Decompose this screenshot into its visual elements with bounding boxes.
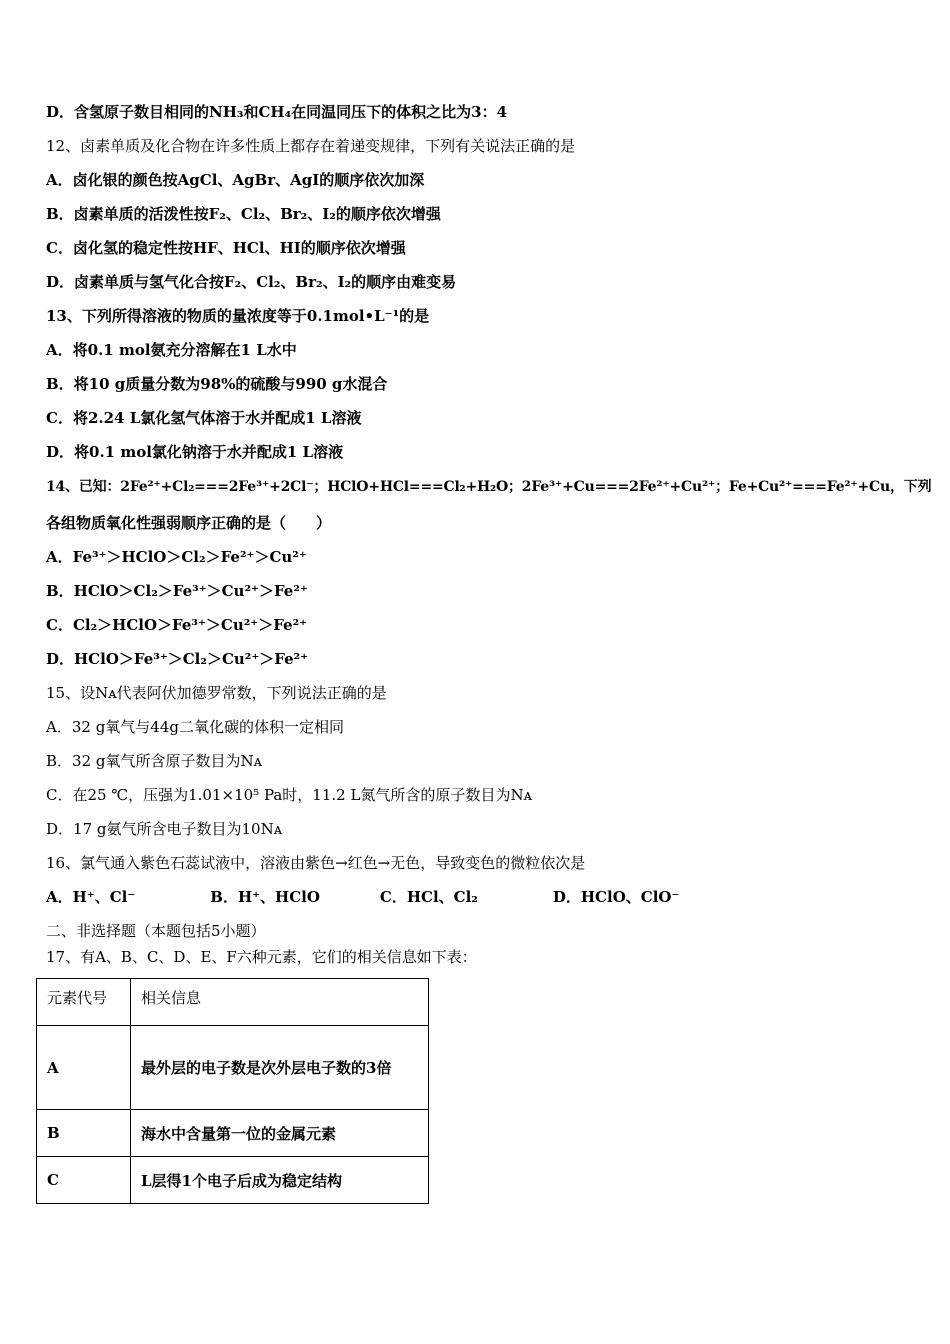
table-cell-info-text: 最外层的电子数是次外层电子数的3倍 <box>141 1058 392 1077</box>
q13-option-d: D．将0.1 mol氯化钠溶于水并配成1 L溶液 <box>46 443 344 461</box>
table-row <box>37 1157 429 1204</box>
section-2-heading: 二、非选择题（本题包括5小题） <box>46 922 266 940</box>
q14-option-d: D．HClO＞Fe³⁺＞Cl₂＞Cu²⁺＞Fe²⁺ <box>46 650 309 668</box>
q14-stem: 14、已知：2Fe²⁺+Cl₂===2Fe³⁺+2Cl⁻；HClO+HCl===Cl₂+H₂O；2Fe³⁺+Cu===2Fe²⁺+Cu²⁺；Fe+Cu²⁺===Fe²⁺+Cu，下列 <box>46 479 932 495</box>
table-cell-info: L层得1个电子后成为稳定结构 <box>131 1157 429 1204</box>
table-header-info: 相关信息 <box>131 979 429 1026</box>
q16-stem: 16、氯气通入紫色石蕊试液中，溶液由紫色→红色→无色，导致变色的微粒依次是 <box>46 854 586 872</box>
q13-option-b: B．将10 g质量分数为98%的硫酸与990 g水混合 <box>46 375 388 393</box>
q15-option-c: C．在25 ℃，压强为1.01×10⁵ Pa时，11.2 L氮气所含的原子数目为Nᴀ <box>46 786 533 804</box>
table-cell-info: 海水中含量第一位的金属元素 <box>131 1110 429 1157</box>
q14-option-a: A．Fe³⁺＞HClO＞Cl₂＞Fe²⁺＞Cu²⁺ <box>46 548 307 566</box>
table-row <box>37 1110 429 1157</box>
q14-option-c: C．Cl₂＞HClO＞Fe³⁺＞Cu²⁺＞Fe²⁺ <box>46 616 308 634</box>
table-header-code: 元素代号 <box>37 979 131 1026</box>
table-cell-code: B <box>37 1110 131 1157</box>
table-header-row <box>37 979 429 1026</box>
q14-stem-continued: 各组物质氧化性强弱顺序正确的是（ ） <box>46 514 332 532</box>
table-cell-code: C <box>37 1157 131 1204</box>
q15-option-d: D．17 g氨气所含电子数目为10Nᴀ <box>46 820 283 838</box>
q12-option-c: C．卤化氢的稳定性按HF、HCl、HI的顺序依次增强 <box>46 239 406 257</box>
table-cell-code: A <box>37 1026 131 1110</box>
q16-options: A．H⁺、Cl⁻ B．H⁺、HClO C．HCl、Cl₂ D．HClO、ClO⁻ <box>46 888 680 906</box>
table-cell-info <box>131 1026 429 1110</box>
q12-option-d: D．卤素单质与氢气化合按F₂、Cl₂、Br₂、I₂的顺序由难变易 <box>46 273 457 291</box>
q12-option-b: B．卤素单质的活泼性按F₂、Cl₂、Br₂、I₂的顺序依次增强 <box>46 205 441 223</box>
element-info-table <box>36 978 429 1204</box>
q12-stem: 12、卤素单质及化合物在许多性质上都存在着递变规律，下列有关说法正确的是 <box>46 137 576 155</box>
q17-stem: 17、有A、B、C、D、E、F六种元素，它们的相关信息如下表： <box>46 948 477 966</box>
q15-option-a: A．32 g氧气与44g二氧化碳的体积一定相同 <box>46 718 344 736</box>
q13-option-c: C．将2.24 L氯化氢气体溶于水并配成1 L溶液 <box>46 409 362 427</box>
q14-option-b: B．HClO＞Cl₂＞Fe³⁺＞Cu²⁺＞Fe²⁺ <box>46 582 308 600</box>
q15-option-b: B．32 g氧气所含原子数目为Nᴀ <box>46 752 263 770</box>
table-row <box>37 1026 429 1110</box>
q15-stem: 15、设Nᴀ代表阿伏加德罗常数，下列说法正确的是 <box>46 684 387 702</box>
q12-option-a: A．卤化银的颜色按AgCl、AgBr、AgI的顺序依次加深 <box>46 171 425 189</box>
q13-option-a: A．将0.1 mol氨充分溶解在1 L水中 <box>46 341 297 359</box>
q13-stem: 13、下列所得溶液的物质的量浓度等于0.1mol•L⁻¹的是 <box>46 307 430 325</box>
q11-option-d: D．含氢原子数目相同的NH₃和CH₄在同温同压下的体积之比为3：4 <box>46 103 508 121</box>
